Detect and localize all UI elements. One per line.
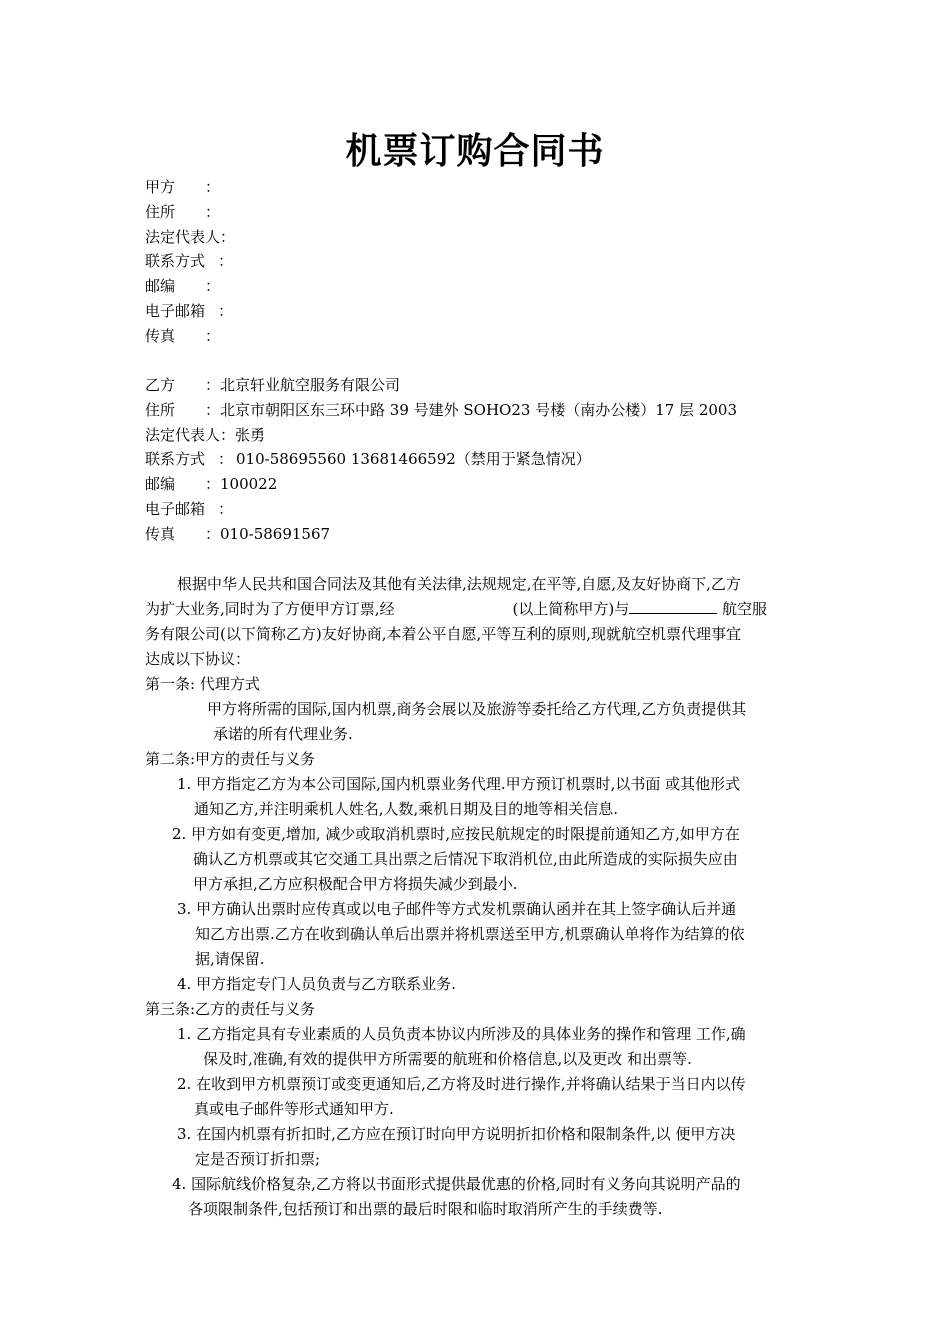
article-2-item-3-line-2: 知乙方出票.乙方在收到确认单后出票并将机票送至甲方,机票确认单将作为结算的依 [195,925,745,943]
party-b-name: 北京轩业航空服务有限公司 [220,376,401,394]
rep-label: 法定代表人： [145,227,236,246]
party-b-address-row [145,398,815,423]
preamble-line-2a: 为扩大业务,同时为了方便甲方订票,经 [145,600,395,618]
article-3-item-1-line-2: 保及时,准确,有效的提供甲方所需要的航班和价格信息,以及更改 和出票等. [203,1050,692,1068]
article-2-item-3-line-1: 3. 甲方确认出票时应传真或以电子邮件等方式发机票确认函并在其上签字确认后并通 [177,900,737,918]
postcode-label: 邮编 [145,277,176,296]
preamble-line-3: 务有限公司(以下简称乙方)友好协商,本着公平自愿,平等互利的原则,现就航空机票代理事宜 [145,625,742,643]
article-2-item-3-line-3: 据,请保留. [195,950,265,968]
party-b-email-row [145,497,815,522]
address-label: 住所 [145,400,176,419]
document-title: 机票订购合同书 [345,130,605,172]
article-2-item-4-line-1: 4. 甲方指定专门人员负责与乙方联系业务. [177,975,456,993]
colon: ： [218,499,234,518]
party-b-name-row [145,373,815,398]
blank-underline [629,599,717,614]
party-b-postcode: 100022 [220,475,278,494]
colon: ： [218,252,234,271]
party-a-block [145,175,815,349]
preamble-line-2 [145,597,767,622]
party-b-label: 乙方 [145,376,176,394]
colon: ： [218,450,234,469]
colon: ： [205,326,221,345]
email-label: 电子邮箱 [145,499,206,518]
party-a-postcode-row [145,274,815,299]
email-label: 电子邮箱 [145,301,206,320]
party-b-fax: 010-58691567 [220,524,331,543]
article-3-heading: 第三条:乙方的责任与义务 [145,1000,316,1018]
contact-label: 联系方式 [145,450,206,469]
article-2-item-2-line-1: 2. 甲方如有变更,增加, 减少或取消机票时,应按民航规定的时限提前通知乙方,如甲方在 [172,825,740,843]
rep-label: 法定代表人： [145,425,236,444]
article-3-item-4-line-1: 4. 国际航线价格复杂,乙方将以书面形式提供最优惠的价格,同时有义务向其说明产品的 [172,1175,741,1193]
party-b-address: 北京市朝阳区东三环中路 39 号建外 SOHO23 号楼（南办公楼）17 层 2003 [220,400,737,419]
article-1-line-2: 承诺的所有代理业务. [213,725,353,743]
party-b-fax-row [145,522,815,547]
article-3-item-2-line-2: 真或电子邮件等形式通知甲方. [194,1100,394,1118]
colon: ： [205,277,221,296]
fax-label: 传真 [145,326,176,345]
postcode-label: 邮编 [145,475,176,494]
party-a-label: 甲方 [145,178,176,196]
party-b-contact-row [145,447,815,472]
party-a-name-row [145,175,815,200]
party-b-block [145,373,815,547]
party-a-fax-row [145,324,815,349]
party-b-contact: 010-58695560 13681466592（禁用于紧急情况） [236,450,591,469]
article-2-item-1-line-2: 通知乙方,并注明乘机人姓名,人数,乘机日期及目的地等相关信息. [194,800,619,818]
article-1-line-1: 甲方将所需的国际,国内机票,商务会展以及旅游等委托给乙方代理,乙方负责提供其 [207,700,747,718]
article-3-item-4-line-2: 各项限制条件,包括预订和出票的最后时限和临时取消所产生的手续费等. [188,1200,663,1218]
colon: ： [205,475,221,494]
article-3-item-3-line-1: 3. 在国内机票有折扣时,乙方应在预订时向甲方说明折扣价格和限制条件,以 便甲方决 [177,1125,736,1143]
preamble-line-4: 达成以下协议： [145,650,251,668]
colon: ： [205,376,221,394]
colon: ： [205,178,221,196]
party-a-address-row [145,200,815,225]
article-2-item-2-line-2: 确认乙方机票或其它交通工具出票之后情况下取消机位,由此所造成的实际损失应由 [193,850,738,868]
colon: ： [205,202,221,221]
party-a-contact-row [145,249,815,274]
preamble-line-1: 根据中华人民共和国合同法及其他有关法律,法规规定,在平等,自愿,及友好协商下,乙方 [177,575,741,593]
contact-label: 联系方式 [145,252,206,271]
article-2-heading: 第二条:甲方的责任与义务 [145,750,316,768]
address-label: 住所 [145,202,176,221]
party-b-rep-row [145,423,815,448]
party-a-rep-row [145,225,815,250]
colon: ： [205,524,221,543]
article-1-heading: 第一条: 代理方式 [145,675,260,693]
article-2-item-1-line-1: 1. 甲方指定乙方为本公司国际,国内机票业务代理.甲方预订机票时,以书面 或其他形式 [177,775,741,793]
article-3-item-2-line-1: 2. 在收到甲方机票预订或变更通知后,乙方将及时进行操作,并将确认结果于当日内以传 [177,1075,746,1093]
article-2-item-2-line-3: 甲方承担,乙方应积极配合甲方将损失减少到最小. [193,875,518,893]
fax-label: 传真 [145,524,176,543]
article-3-item-1-line-1: 1. 乙方指定具有专业素质的人员负责本协议内所涉及的具体业务的操作和管理 工作,确 [177,1025,746,1043]
preamble-line-2c: 航空服 [722,600,768,618]
party-a-email-row [145,299,815,324]
article-3-item-3-line-2: 定是否预订折扣票; [195,1150,321,1168]
preamble-line-2b: (以上简称甲方)与 [512,600,630,618]
colon: ： [218,301,234,320]
party-b-rep: 张勇 [235,425,266,444]
colon: ： [205,400,221,419]
party-b-postcode-row [145,472,815,497]
